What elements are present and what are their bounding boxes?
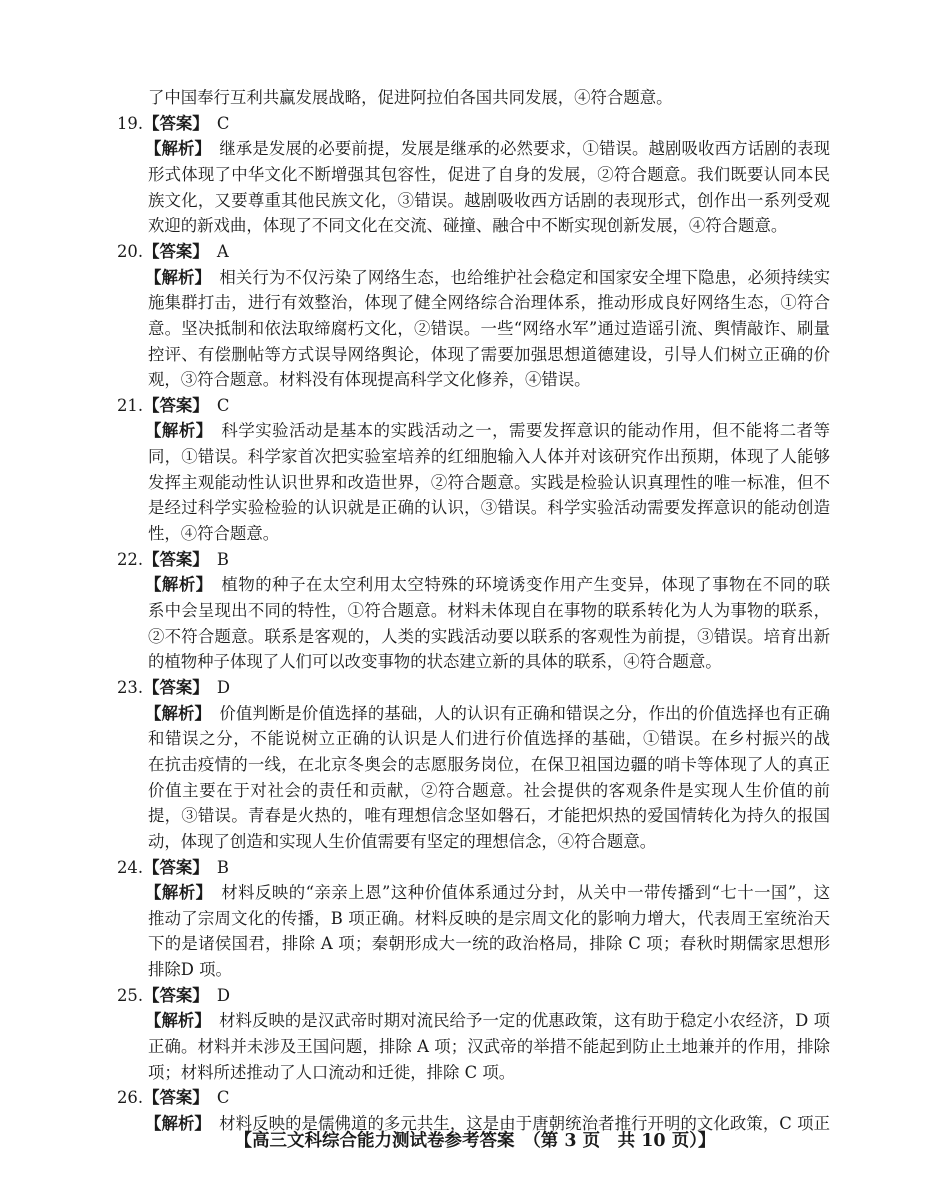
explanation-line: 【解析】 相关行为不仅污染了网络生态，也给维护社会稳定和国家安全埋下隐患，必须持续实 [145, 267, 830, 287]
answer-line: 25.【答案】 D [117, 985, 230, 1005]
text-line: 提，③错误。青春是火热的，唯有理想信念坚如磐石，才能把炽热的爱国情转化为持久的报国 [148, 806, 830, 826]
text-line: 下的是诸侯国君，排除 A 项；秦朝形成大一统的政治格局，排除 C 项；春秋时期儒家思想形 [148, 934, 830, 954]
text-line: 排除D 项。 [148, 960, 232, 980]
text-line: 意。坚决抵制和依法取缔腐朽文化，②错误。一些“网络水军”通过造谣引流、舆情敲诈、刷量 [148, 318, 830, 338]
text-line: 观，③符合题意。材料没有体现提高科学文化修养，④错误。 [148, 370, 591, 390]
text-line: 在抗击疫情的一线，在北京冬奥会的志愿服务岗位，在保卫祖国边疆的哨卡等体现了人的真正 [148, 754, 830, 774]
text-line: 施集群打击，进行有效整治，体现了健全网络综合治理体系，推动形成良好网络生态，①符合 [148, 293, 830, 313]
answer-line: 24.【答案】 B [117, 857, 229, 877]
text-line: 性，④符合题意。 [148, 524, 280, 544]
answer-line: 20.【答案】 A [117, 241, 229, 261]
text-line: 了中国奉行互利共赢发展战略，促进阿拉伯各国共同发展，④符合题意。 [148, 88, 673, 107]
text-line: 项；材料所述推动了人口流动和迁徙，排除 C 项。 [148, 1062, 516, 1082]
page-footer: 【高三文科综合能力测试卷参考答案 （第 3 页 共 10 页）】 [234, 1131, 716, 1151]
text-line: 推动了宗周文化的传播，B 项正确。材料反映的是宗周文化的影响力增大，代表周王室统治天 [148, 908, 830, 928]
text-line: 的植物种子体现了人们可以改变事物的状态建立新的具体的联系，④符合题意。 [148, 652, 722, 672]
answer-line: 23.【答案】 D [117, 677, 230, 697]
text-line: 欢迎的新戏曲，体现了不同文化在交流、碰撞、融合中不断实现创新发展，④符合题意。 [148, 216, 788, 236]
text-line: 系中会呈现出不同的特性，①符合题意。材料未体现自在事物的联系转化为人为事物的联系， [148, 601, 830, 620]
explanation-line: 【解析】 价值判断是价值选择的基础，人的认识有正确和错误之分，作出的价值选择也有正确 [145, 703, 830, 723]
text-line: 是经过科学实验检验的认识就是正确的认识，③错误。科学实验活动需要发挥意识的能动创造 [148, 498, 830, 518]
explanation-line: 【解析】 科学实验活动是基本的实践活动之一，需要发挥意识的能动作用，但不能将二者等 [145, 421, 830, 441]
text-line: 族文化，又要尊重其他民族文化，③错误。越剧吸收西方话剧的表现形式，创作出一系列受观 [148, 190, 830, 210]
explanation-line: 【解析】 植物的种子在太空利用太空特殊的环境诱变作用产生变异，体现了事物在不同的联 [145, 575, 830, 595]
explanation-line: 【解析】 继承是发展的必要前提，发展是继承的必然要求，①错误。越剧吸收西方话剧的表现 [145, 139, 830, 159]
text-line: 发挥主观能动性认识世界和改造世界，②符合题意。实践是检验认识真理性的唯一标准，但不 [148, 472, 830, 492]
explanation-line: 【解析】 材料反映的“亲亲上恩”这种价值体系通过分封，从关中一带传播到“七十一国”，这 [145, 883, 830, 903]
explanation-line: 【解析】 材料反映的是儒佛道的多元共生，这是由于唐朝统治者推行开明的文化政策，C 项正 [145, 1114, 830, 1133]
text-line: 正确。材料并未涉及王国问题，排除 A 项；汉武帝的举措不能起到防止土地兼并的作用，排除 [148, 1037, 830, 1057]
explanation-line: 【解析】 材料反映的是汉武帝时期对流民给予一定的优惠政策，这有助于稳定小农经济，D 项 [145, 1011, 830, 1031]
answer-line: 19.【答案】 C [117, 113, 230, 133]
text-line: 和错误之分，不能说树立正确的认识是人们进行价值选择的基础，①错误。在乡村振兴的战 [148, 729, 830, 749]
answer-line: 26.【答案】 C [117, 1088, 230, 1108]
answer-line: 21.【答案】 C [117, 395, 230, 415]
text-line: 同，①错误。科学家首次把实验室培养的红细胞输入人体并对该研究作出预期，体现了人能够 [148, 447, 830, 467]
text-line: 形式体现了中华文化不断增强其包容性，促进了自身的发展，②符合题意。我们既要认同本民 [148, 164, 830, 184]
text-line: 控评、有偿删帖等方式误导网络舆论，体现了需要加强思想道德建设，引导人们树立正确的价 [148, 344, 830, 364]
text-line: 动，体现了创造和实现人生价值需要有坚定的理想信念，④符合题意。 [148, 831, 657, 851]
answer-line: 22.【答案】 B [117, 549, 229, 569]
text-line: 价值主要在于对社会的责任和贡献，②符合题意。社会提供的客观条件是实现人生价值的前 [148, 780, 830, 800]
text-line: ②不符合题意。联系是客观的，人类的实践活动要以联系的客观性为前提，③错误。培育出新 [148, 626, 830, 646]
